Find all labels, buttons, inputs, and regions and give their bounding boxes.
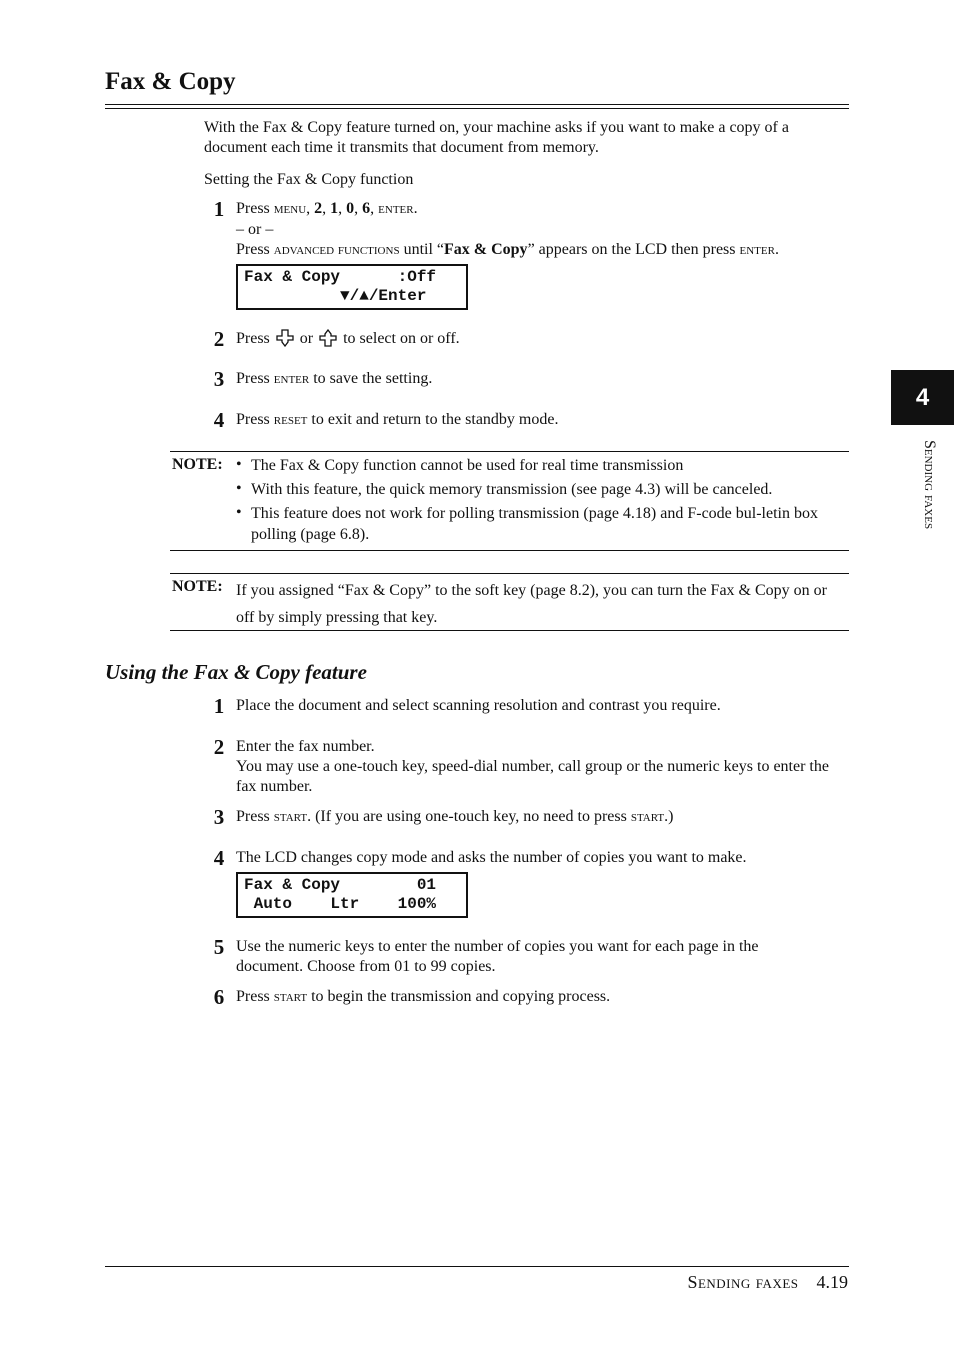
step-3-text: Press enter to save the setting. [236,370,433,387]
start-key: start [273,989,308,1005]
step-number: 4 [213,846,225,870]
using-step-2-line-1: Enter the fax number. [236,738,375,755]
step-number: 3 [213,805,225,829]
footer-rule [105,1266,849,1267]
or-separator: – or – [236,221,274,238]
advanced-functions-key: advanced functions [273,242,400,258]
note-bullet: The Fax & Copy function cannot be used for real time transmission [251,457,684,474]
chapter-tab: 4 [891,370,954,425]
chapter-side-label: Sending faxes [921,440,938,530]
footer [687,1272,848,1293]
note-bullet: With this feature, the quick memory transmission (see page 4.3) will be canceled. [251,481,773,498]
section-heading: Using the Fax & Copy feature [105,660,367,684]
start-key: start [273,809,308,825]
using-step-5-text: Use the numeric keys to enter the number of copies you want for each page in the document. Choose from 01 to 99 copies. [236,938,759,975]
bullet-icon: • [236,456,242,473]
arrow-up-key-icon [318,329,338,347]
using-step-6-text: Press start to begin the transmission and copying process. [236,988,611,1005]
note-text: If you assigned “Fax & Copy” to the soft key (page 8.2), you can turn the Fax & Copy on or off by simply pressing that key. [236,582,827,626]
setting-heading: Setting the Fax & Copy function [204,171,414,188]
step-number: 1 [213,694,225,718]
using-step-1-text: Place the document and select scanning resolution and contrast you require. [236,697,721,714]
step-number: 1 [213,197,225,221]
page-title: Fax & Copy [105,68,236,95]
step-number: 6 [213,985,225,1009]
enter-key: enter [378,201,414,217]
step-number: 3 [213,367,225,391]
enter-key: enter [273,371,310,387]
page-number: 4.19 [816,1272,848,1292]
step-2-text: Press or to select on or off. [236,330,460,347]
arrow-down-key-icon [275,329,295,347]
note-rule-bottom [170,550,849,551]
intro-paragraph: With the Fax & Copy feature turned on, your machine asks if you want to make a copy of a document each time it transmits that document from memory. [204,119,789,156]
step-number: 2 [213,735,225,759]
bullet-icon: • [236,504,242,521]
step-1-line-2: Press advanced functions until “Fax & Copy” appears on the LCD then press enter. [236,241,779,258]
footer-section: Sending faxes [687,1272,799,1292]
note-rule-bottom [170,630,849,631]
step-number: 4 [213,408,225,432]
step-1-line-1: Press menu, 2, 1, 0, 6, enter. [236,200,418,217]
bullet-icon: • [236,480,242,497]
note-bullet: This feature does not work for polling transmission (page 4.18) and F-code bul-letin box polling (page 6.8). [251,505,818,543]
lcd-display: Fax & Copy :Off ▼/▲/Enter [236,264,468,310]
using-step-4-text: The LCD changes copy mode and asks the number of copies you want to make. [236,849,747,866]
using-step-3-text: Press start. (If you are using one-touch key, no need to press start.) [236,808,674,825]
step-4-text: Press reset to exit and return to the standby mode. [236,411,559,428]
lcd-display: Fax & Copy 01 Auto Ltr 100% [236,872,468,918]
using-step-2-line-2: You may use a one-touch key, speed-dial number, call group or the numeric keys to enter the fax number. [236,758,829,795]
note-label: NOTE: [172,578,223,595]
step-number: 2 [213,327,225,351]
title-rule-bottom [105,108,849,109]
menu-key: menu [273,201,307,217]
enter-key: enter [739,242,775,258]
title-rule-top [105,104,849,105]
note-label: NOTE: [172,456,223,473]
note-rule-top [170,451,849,452]
step-number: 5 [213,935,225,959]
note-rule-top [170,573,849,574]
reset-key: reset [273,412,308,428]
start-key: start [630,809,665,825]
